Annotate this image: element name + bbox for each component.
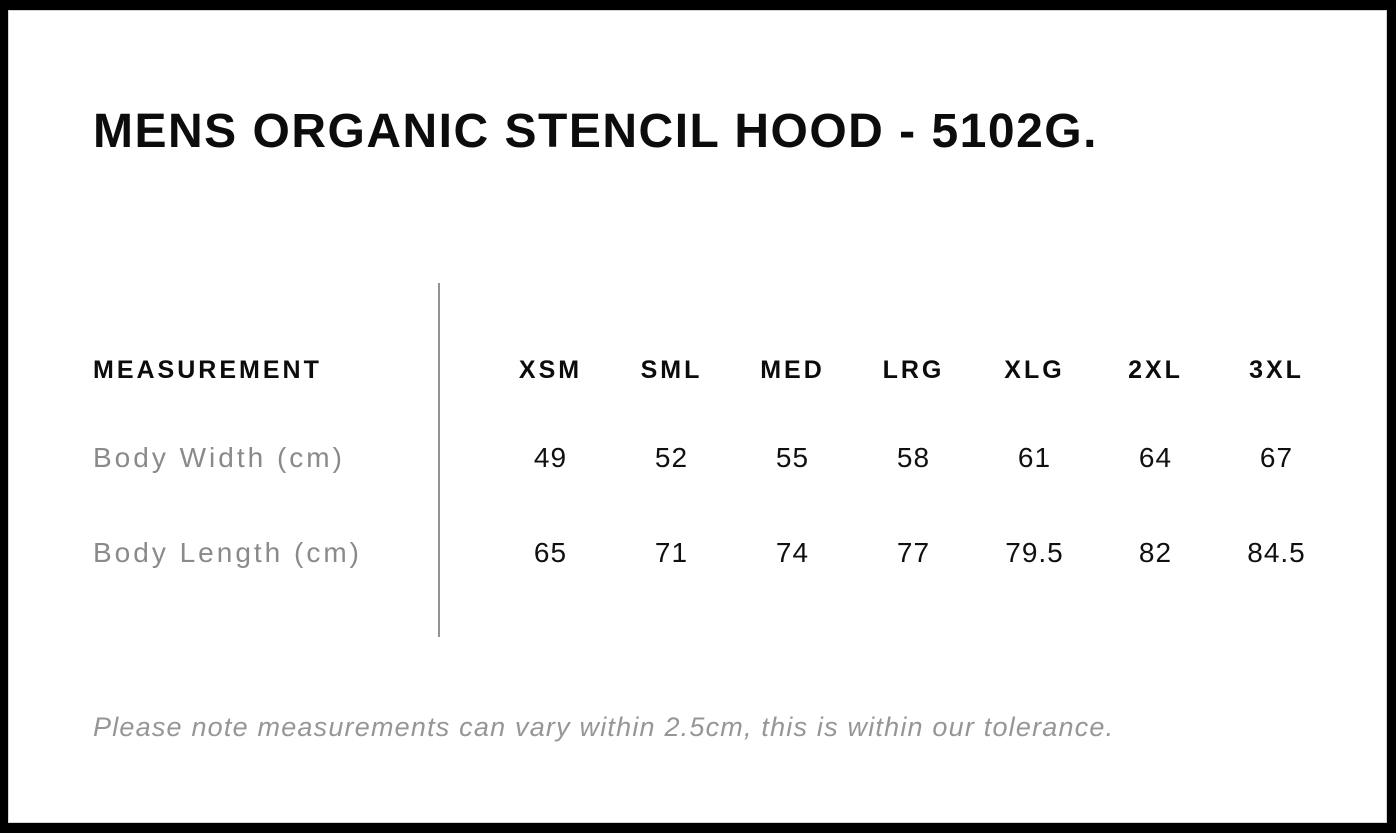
size-column-header-2xl: 2XL xyxy=(1128,355,1183,384)
table-row-body-length xyxy=(93,505,1337,600)
body-width-value-med: 55 xyxy=(775,441,810,473)
body-width-value-sml: 52 xyxy=(654,441,689,473)
body-length-value-xlg: 79.5 xyxy=(1005,536,1064,568)
size-column-header-sml: SML xyxy=(640,355,703,384)
body-width-value-2xl: 64 xyxy=(1138,441,1173,473)
product-title: MENS ORGANIC STENCIL HOOD - 5102G. xyxy=(93,105,1098,158)
body-length-value-xsm: 65 xyxy=(533,536,568,568)
body-length-value-2xl: 82 xyxy=(1138,536,1173,568)
tolerance-note: Please note measurements can vary within 2.5cm, this is within our tolerance. xyxy=(93,712,1115,742)
body-length-value-3xl: 84.5 xyxy=(1247,536,1306,568)
body-width-value-3xl: 67 xyxy=(1259,441,1294,473)
size-table xyxy=(93,330,1337,600)
size-header-cells xyxy=(440,356,1337,385)
body-length-value-med: 74 xyxy=(775,536,810,568)
body-width-value-xlg: 61 xyxy=(1017,441,1052,473)
size-column-header-lrg: LRG xyxy=(882,355,945,384)
size-column-header-xsm: XSM xyxy=(518,355,583,384)
body-length-value-lrg: 77 xyxy=(896,536,931,568)
row-label-body-width: Body Width (cm) xyxy=(93,441,345,473)
body-length-value-cells xyxy=(440,537,1337,569)
size-column-header-xlg: XLG xyxy=(1004,355,1065,384)
table-row-body-width xyxy=(93,410,1337,505)
size-column-header-3xl: 3XL xyxy=(1249,355,1304,384)
body-length-value-sml: 71 xyxy=(654,536,689,568)
size-column-header-med: MED xyxy=(760,355,825,384)
body-width-value-cells xyxy=(440,442,1337,474)
body-width-value-lrg: 58 xyxy=(896,441,931,473)
size-table-header-row xyxy=(93,330,1337,410)
row-label-body-length: Body Length (cm) xyxy=(93,536,362,568)
body-width-value-xsm: 49 xyxy=(533,441,568,473)
measurement-column-header: MEASUREMENT xyxy=(93,355,322,384)
